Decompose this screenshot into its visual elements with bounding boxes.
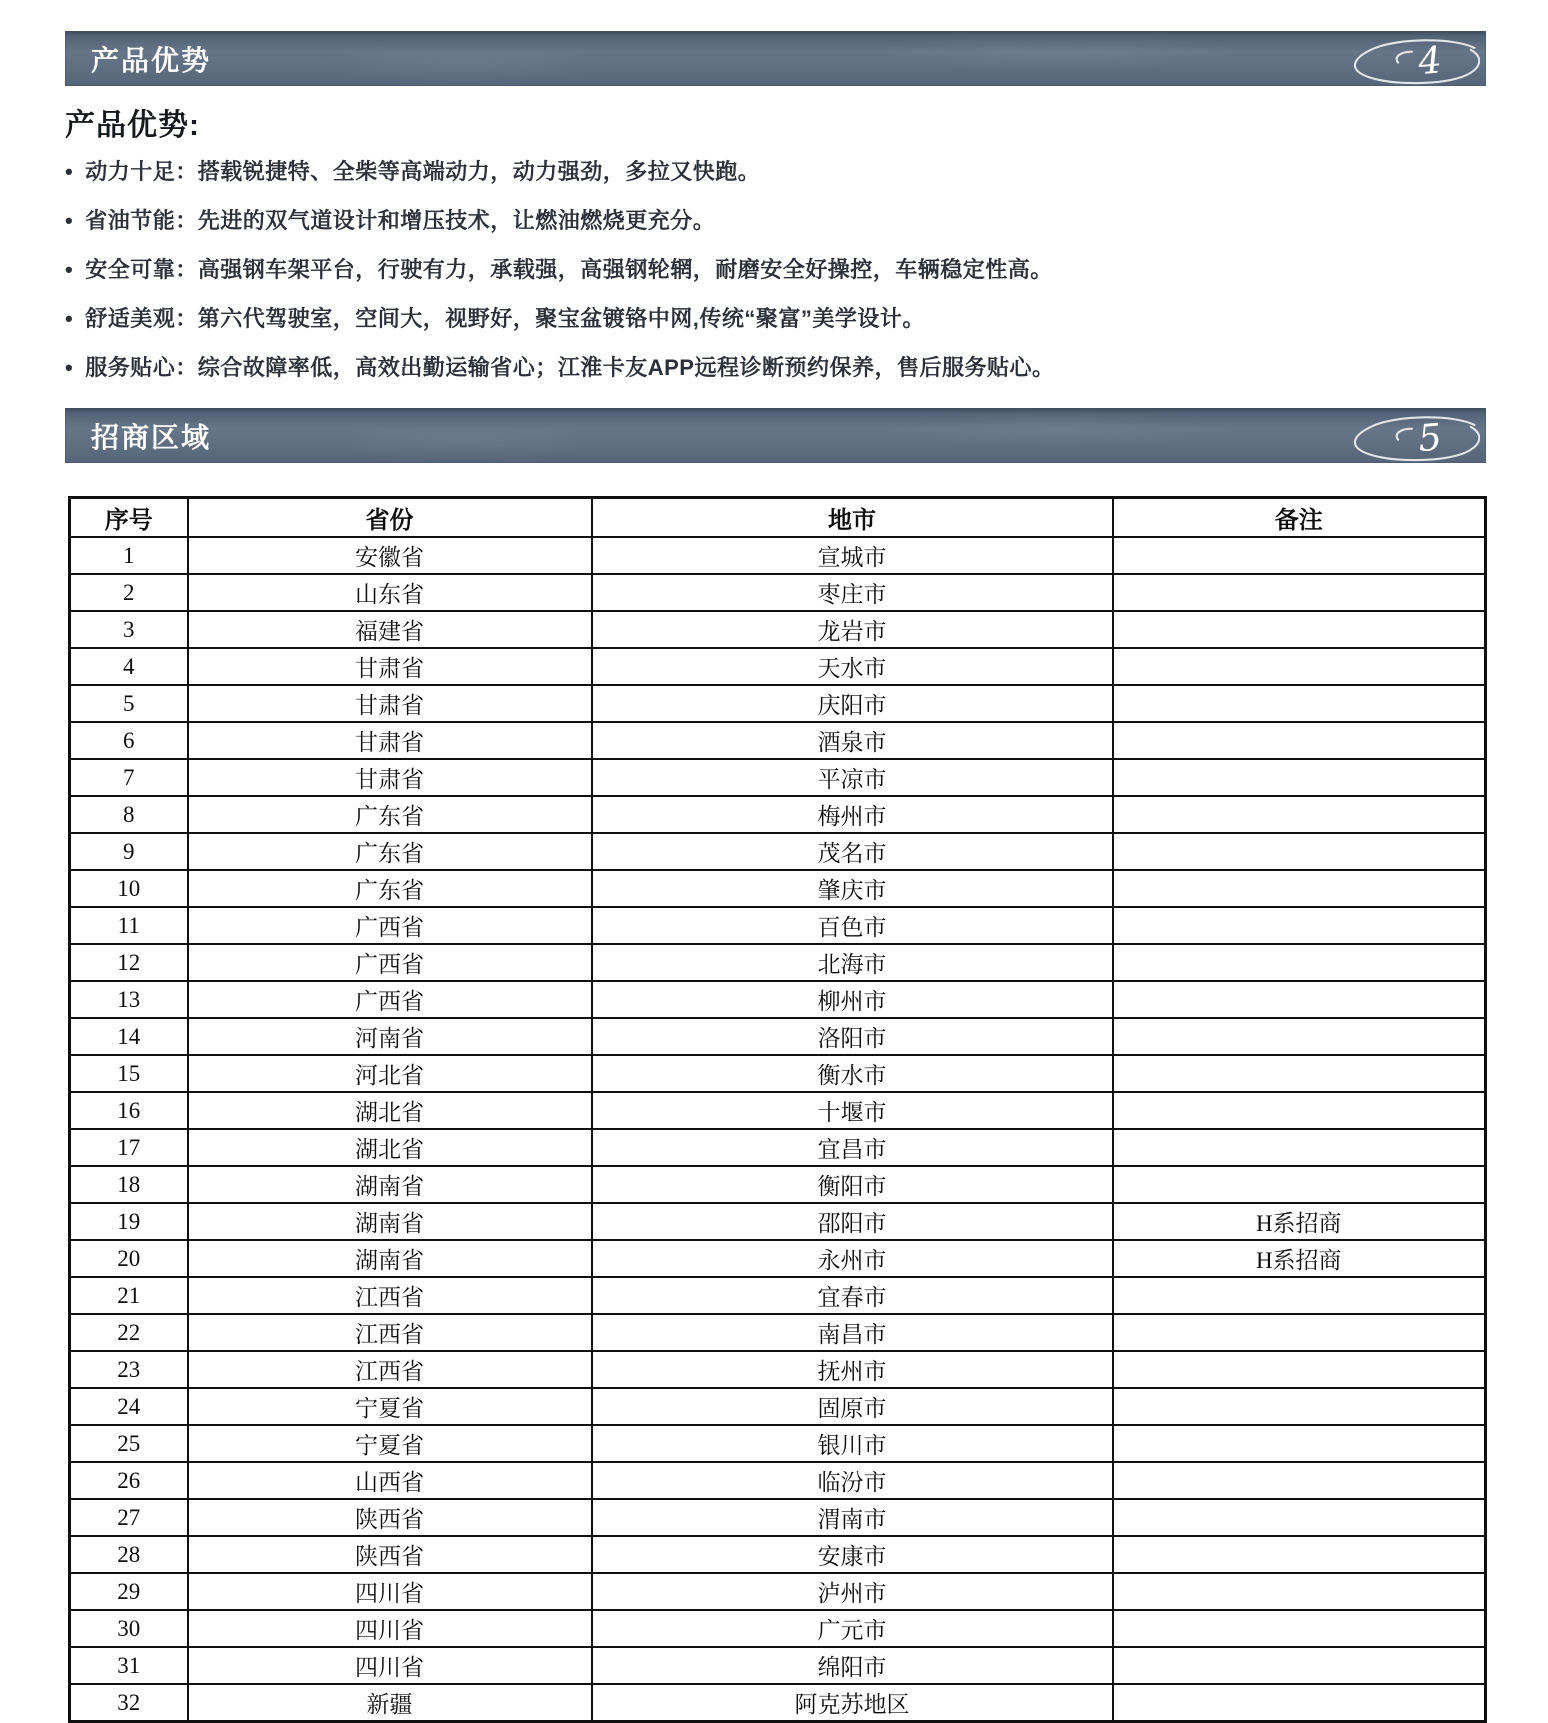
cell-remark xyxy=(1113,1351,1486,1388)
table-head xyxy=(70,498,1486,538)
cell-city: 邵阳市 xyxy=(592,1203,1113,1240)
advantage-item xyxy=(65,158,1165,186)
cell-remark xyxy=(1113,1166,1486,1203)
cell-province: 广西省 xyxy=(188,907,592,944)
cell-index: 9 xyxy=(70,833,188,870)
cell-index: 14 xyxy=(70,1018,188,1055)
bullet-icon: • xyxy=(65,208,74,233)
cell-city: 十堰市 xyxy=(592,1092,1113,1129)
cell-city: 银川市 xyxy=(592,1425,1113,1462)
cell-index: 17 xyxy=(70,1129,188,1166)
cell-city: 庆阳市 xyxy=(592,685,1113,722)
cell-province: 新疆 xyxy=(188,1684,592,1722)
cell-remark xyxy=(1113,1129,1486,1166)
table-row xyxy=(70,1351,1486,1388)
cell-remark xyxy=(1113,1092,1486,1129)
cell-province: 湖南省 xyxy=(188,1203,592,1240)
cell-province: 广西省 xyxy=(188,981,592,1018)
cell-province: 山东省 xyxy=(188,574,592,611)
cell-index: 31 xyxy=(70,1647,188,1684)
table-row xyxy=(70,1573,1486,1610)
page-number-badge xyxy=(1342,410,1480,462)
banner-title: 招商区域 xyxy=(91,421,212,453)
cell-province: 河南省 xyxy=(188,1018,592,1055)
cell-city: 平凉市 xyxy=(592,759,1113,796)
table-row xyxy=(70,1277,1486,1314)
advantage-text: 安全可靠：高强钢车架平台，行驶有力，承载强，高强钢轮辋，耐磨安全好操控，车辆稳定性高。 xyxy=(85,257,1053,282)
cell-index: 25 xyxy=(70,1425,188,1462)
advantage-text: 服务贴心：综合故障率低，高效出勤运输省心；江淮卡友APP远程诊断预约保养，售后服务贴心。 xyxy=(85,355,1055,380)
table-row xyxy=(70,1203,1486,1240)
table-row xyxy=(70,1166,1486,1203)
cell-index: 23 xyxy=(70,1351,188,1388)
cell-remark xyxy=(1113,1462,1486,1499)
table-row xyxy=(70,1610,1486,1647)
table-row xyxy=(70,1388,1486,1425)
cell-city: 宜昌市 xyxy=(592,1129,1113,1166)
cell-index: 29 xyxy=(70,1573,188,1610)
cell-remark xyxy=(1113,1314,1486,1351)
cell-remark xyxy=(1113,981,1486,1018)
cell-index: 30 xyxy=(70,1610,188,1647)
cell-city: 固原市 xyxy=(592,1388,1113,1425)
cell-province: 陕西省 xyxy=(188,1536,592,1573)
cell-index: 20 xyxy=(70,1240,188,1277)
cell-index: 6 xyxy=(70,722,188,759)
cell-index: 26 xyxy=(70,1462,188,1499)
advantage-text: 舒适美观：第六代驾驶室，空间大，视野好，聚宝盆镀铬中网,传统“聚富”美学设计。 xyxy=(85,306,925,331)
cell-index: 21 xyxy=(70,1277,188,1314)
cell-remark xyxy=(1113,574,1486,611)
column-header: 省份 xyxy=(188,498,592,538)
table-row xyxy=(70,1536,1486,1573)
cell-index: 15 xyxy=(70,1055,188,1092)
cell-index: 13 xyxy=(70,981,188,1018)
cell-index: 18 xyxy=(70,1166,188,1203)
cell-city: 洛阳市 xyxy=(592,1018,1113,1055)
table-row xyxy=(70,1684,1486,1722)
cell-province: 甘肃省 xyxy=(188,759,592,796)
cell-city: 柳州市 xyxy=(592,981,1113,1018)
cell-city: 安康市 xyxy=(592,1536,1113,1573)
cell-city: 肇庆市 xyxy=(592,870,1113,907)
cell-province: 湖南省 xyxy=(188,1240,592,1277)
cell-remark xyxy=(1113,611,1486,648)
table-row xyxy=(70,1462,1486,1499)
cell-province: 河北省 xyxy=(188,1055,592,1092)
table-row xyxy=(70,833,1486,870)
cell-province: 广东省 xyxy=(188,796,592,833)
cell-city: 北海市 xyxy=(592,944,1113,981)
cell-city: 龙岩市 xyxy=(592,611,1113,648)
cell-province: 甘肃省 xyxy=(188,722,592,759)
table-row xyxy=(70,1092,1486,1129)
page-number-badge xyxy=(1342,33,1480,85)
cell-remark xyxy=(1113,833,1486,870)
cell-remark xyxy=(1113,1018,1486,1055)
advantage-item xyxy=(65,256,1165,284)
cell-city: 泸州市 xyxy=(592,1573,1113,1610)
table-row xyxy=(70,796,1486,833)
header-row xyxy=(70,498,1486,538)
table-row xyxy=(70,685,1486,722)
cell-remark xyxy=(1113,1573,1486,1610)
cell-city: 绵阳市 xyxy=(592,1647,1113,1684)
cell-city: 永州市 xyxy=(592,1240,1113,1277)
cell-remark xyxy=(1113,1499,1486,1536)
cell-province: 陕西省 xyxy=(188,1499,592,1536)
cell-city: 南昌市 xyxy=(592,1314,1113,1351)
bullet-icon: • xyxy=(65,306,74,331)
table-row xyxy=(70,981,1486,1018)
cell-province: 江西省 xyxy=(188,1314,592,1351)
cell-remark xyxy=(1113,1536,1486,1573)
cell-province: 湖北省 xyxy=(188,1129,592,1166)
advantage-list xyxy=(65,158,1165,403)
banner-title: 产品优势 xyxy=(91,44,212,76)
cell-city: 酒泉市 xyxy=(592,722,1113,759)
cell-province: 广东省 xyxy=(188,870,592,907)
cell-index: 27 xyxy=(70,1499,188,1536)
cell-remark xyxy=(1113,1388,1486,1425)
cell-city: 百色市 xyxy=(592,907,1113,944)
cell-remark xyxy=(1113,1055,1486,1092)
advantage-item xyxy=(65,207,1165,235)
cell-index: 16 xyxy=(70,1092,188,1129)
cell-province: 四川省 xyxy=(188,1610,592,1647)
cell-remark xyxy=(1113,759,1486,796)
cell-index: 28 xyxy=(70,1536,188,1573)
table-row xyxy=(70,870,1486,907)
advantage-item xyxy=(65,354,1165,382)
cell-province: 甘肃省 xyxy=(188,648,592,685)
cell-city: 茂名市 xyxy=(592,833,1113,870)
advantage-text: 省油节能：先进的双气道设计和增压技术，让燃油燃烧更充分。 xyxy=(85,208,716,233)
cell-index: 1 xyxy=(70,537,188,574)
cell-city: 衡水市 xyxy=(592,1055,1113,1092)
table-row xyxy=(70,722,1486,759)
column-header: 地市 xyxy=(592,498,1113,538)
table-row xyxy=(70,1240,1486,1277)
cell-province: 湖南省 xyxy=(188,1166,592,1203)
cell-city: 抚州市 xyxy=(592,1351,1113,1388)
bullet-icon: • xyxy=(65,355,74,380)
cell-province: 湖北省 xyxy=(188,1092,592,1129)
cell-remark xyxy=(1113,1425,1486,1462)
table-row xyxy=(70,574,1486,611)
cell-remark xyxy=(1113,796,1486,833)
cell-city: 临汾市 xyxy=(592,1462,1113,1499)
cell-city: 梅州市 xyxy=(592,796,1113,833)
cell-province: 甘肃省 xyxy=(188,685,592,722)
cell-index: 2 xyxy=(70,574,188,611)
bullet-icon: • xyxy=(65,159,74,184)
section-banner-investment-regions xyxy=(65,408,1486,463)
cell-city: 渭南市 xyxy=(592,1499,1113,1536)
cell-remark xyxy=(1113,1684,1486,1722)
table-row xyxy=(70,1055,1486,1092)
cell-remark xyxy=(1113,722,1486,759)
cell-index: 4 xyxy=(70,648,188,685)
cell-province: 广西省 xyxy=(188,944,592,981)
cell-province: 广东省 xyxy=(188,833,592,870)
column-header: 备注 xyxy=(1113,498,1486,538)
cell-city: 宜春市 xyxy=(592,1277,1113,1314)
cell-index: 11 xyxy=(70,907,188,944)
table-row xyxy=(70,1499,1486,1536)
cell-city: 阿克苏地区 xyxy=(592,1684,1113,1722)
page-number: 4 xyxy=(1416,38,1444,84)
cell-remark: H系招商 xyxy=(1113,1203,1486,1240)
cell-index: 19 xyxy=(70,1203,188,1240)
cell-province: 江西省 xyxy=(188,1277,592,1314)
page-number: 5 xyxy=(1416,415,1444,461)
table-row xyxy=(70,1018,1486,1055)
section-heading: 产品优势: xyxy=(65,109,200,142)
table-row xyxy=(70,944,1486,981)
advantage-text: 动力十足：搭载锐捷特、全柴等高端动力，动力强劲，多拉又快跑。 xyxy=(85,159,761,184)
cell-province: 四川省 xyxy=(188,1647,592,1684)
cell-province: 山西省 xyxy=(188,1462,592,1499)
pen-curl-icon xyxy=(1397,429,1412,440)
table-row xyxy=(70,611,1486,648)
cell-province: 福建省 xyxy=(188,611,592,648)
cell-province: 宁夏省 xyxy=(188,1388,592,1425)
cell-city: 天水市 xyxy=(592,648,1113,685)
cell-remark xyxy=(1113,870,1486,907)
cell-province: 安徽省 xyxy=(188,537,592,574)
pen-curl-icon xyxy=(1397,52,1412,63)
bullet-icon: • xyxy=(65,257,74,282)
cell-remark xyxy=(1113,907,1486,944)
cell-index: 32 xyxy=(70,1684,188,1722)
cell-remark xyxy=(1113,648,1486,685)
table-row xyxy=(70,1129,1486,1166)
cell-index: 8 xyxy=(70,796,188,833)
cell-index: 24 xyxy=(70,1388,188,1425)
section-banner-product-advantages xyxy=(65,31,1486,86)
column-header: 序号 xyxy=(70,498,188,538)
cell-province: 四川省 xyxy=(188,1573,592,1610)
table-row xyxy=(70,537,1486,574)
table-row xyxy=(70,1647,1486,1684)
cell-remark xyxy=(1113,1277,1486,1314)
cell-index: 22 xyxy=(70,1314,188,1351)
cell-remark xyxy=(1113,537,1486,574)
table-row xyxy=(70,648,1486,685)
regions-table xyxy=(68,496,1487,1723)
cell-index: 10 xyxy=(70,870,188,907)
table-row xyxy=(70,1425,1486,1462)
cell-index: 5 xyxy=(70,685,188,722)
cell-remark xyxy=(1113,1647,1486,1684)
cell-city: 衡阳市 xyxy=(592,1166,1113,1203)
table-row xyxy=(70,907,1486,944)
cell-index: 7 xyxy=(70,759,188,796)
table-body xyxy=(70,537,1486,1722)
cell-remark: H系招商 xyxy=(1113,1240,1486,1277)
cell-remark xyxy=(1113,1610,1486,1647)
cell-remark xyxy=(1113,685,1486,722)
cell-province: 江西省 xyxy=(188,1351,592,1388)
cell-index: 3 xyxy=(70,611,188,648)
cell-index: 12 xyxy=(70,944,188,981)
table-row xyxy=(70,1314,1486,1351)
cell-city: 广元市 xyxy=(592,1610,1113,1647)
advantage-item xyxy=(65,305,1165,333)
table-row xyxy=(70,759,1486,796)
cell-remark xyxy=(1113,944,1486,981)
cell-city: 宣城市 xyxy=(592,537,1113,574)
cell-city: 枣庄市 xyxy=(592,574,1113,611)
cell-province: 宁夏省 xyxy=(188,1425,592,1462)
